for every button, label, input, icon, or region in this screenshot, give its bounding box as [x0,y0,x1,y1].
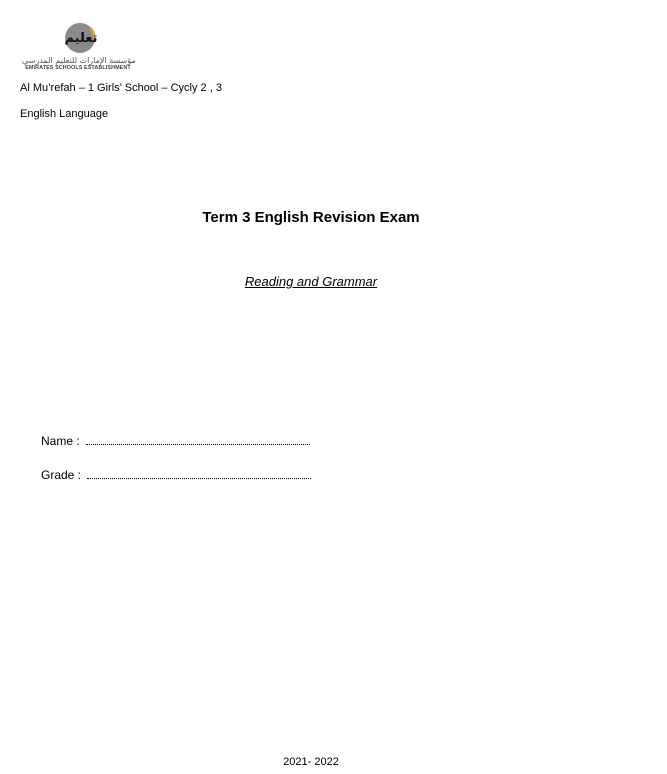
grade-label: Grade : [41,468,82,482]
school-logo [22,18,134,74]
logo-mark-text: تعليم [64,31,98,46]
logo-arabic-name: مؤسسة الإمارات للتعليم المدرسي [22,56,136,65]
exam-title: Term 3 English Revision Exam [202,209,420,226]
ese-logo-icon [60,18,100,58]
name-blank-line [86,434,310,445]
grade-field [41,468,311,483]
exam-subtitle: Reading and Grammar [244,274,378,289]
logo-english-name: EMIRATES SCHOOLS ESTABLISHMENT [25,65,131,71]
school-name: Al Mu’refah – 1 Girls’ School – Cycly 2 , 3 [20,82,222,94]
name-label: Name : [41,434,80,448]
academic-year: 2021- 2022 [283,756,339,768]
subject-name: English Language [20,108,109,120]
grade-blank-line [87,468,311,479]
name-field [41,434,310,449]
